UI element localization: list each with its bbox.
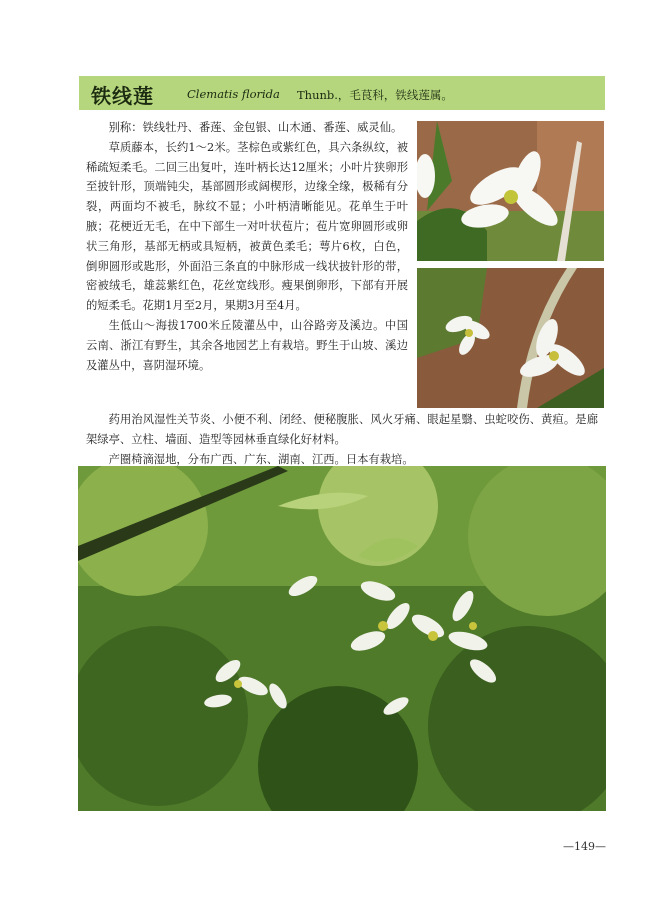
species-authority-family: Thunb.，毛茛科，铁线莲属。 bbox=[297, 88, 453, 102]
title-bar bbox=[79, 76, 605, 110]
species-latin-name: Clematis florida bbox=[187, 87, 280, 101]
flower-photo-top bbox=[417, 121, 604, 261]
paragraph-habitat: 生低山～海拔1700米丘陵灌丛中，山谷路旁及溪边。中国云南、浙江有野生，其余各地园艺上有栽培。野生于山坡、溪边及灌丛中，喜阴湿环境。 bbox=[86, 318, 408, 372]
paragraph-distribution: 产圈椅滴湿地，分布广西、广东、湖南、江西。日本有栽培。 bbox=[108, 452, 414, 466]
paragraph-morphology: 草质藤本，长约1～2米。茎棕色或紫红色，具六条纵纹，被稀疏短柔毛。二回三出复叶，连叶柄长达12厘米；小叶片狭卵形至披针形，顶端钝尖，基部圆形或阔楔形，边缘全缘，极稀有分裂，两面均不被毛，脉纹不显；小叶柄清晰能见。花单生于叶腋；花梗近无毛，在中下部生一对叶状苞片；苞片宽卵圆形或卵状三角形，基部无柄或具短柄，被黄色柔毛；萼片6枚，白色，倒卵圆形或匙形，外面沿三条直的中脉形成一线状披针形的带，密被绒毛，雄蕊紫红色，花丝宽线形。瘦果倒卵形，下部有开展的短柔毛。花期1月至2月，果期3月至4月。 bbox=[86, 140, 408, 313]
description-narrow bbox=[86, 118, 408, 375]
page-number: —149— bbox=[563, 840, 606, 853]
description-full bbox=[86, 410, 598, 469]
paragraph-alias: 别称：铁线牡丹、番莲、金包银、山木通、番莲、威灵仙。 bbox=[108, 121, 403, 134]
species-chinese-name: 铁线莲 bbox=[91, 84, 154, 108]
paragraph-uses: 药用治风湿性关节炎、小便不利、闭经、便秘腹胀、风火牙痛、眼起星翳、虫蛇咬伤、黄疸。是廊架绿亭、立柱、墙面、造型等园林垂直绿化好材料。 bbox=[86, 413, 598, 446]
flowering-vine-photo bbox=[78, 466, 606, 811]
flower-photo-middle bbox=[417, 268, 604, 408]
